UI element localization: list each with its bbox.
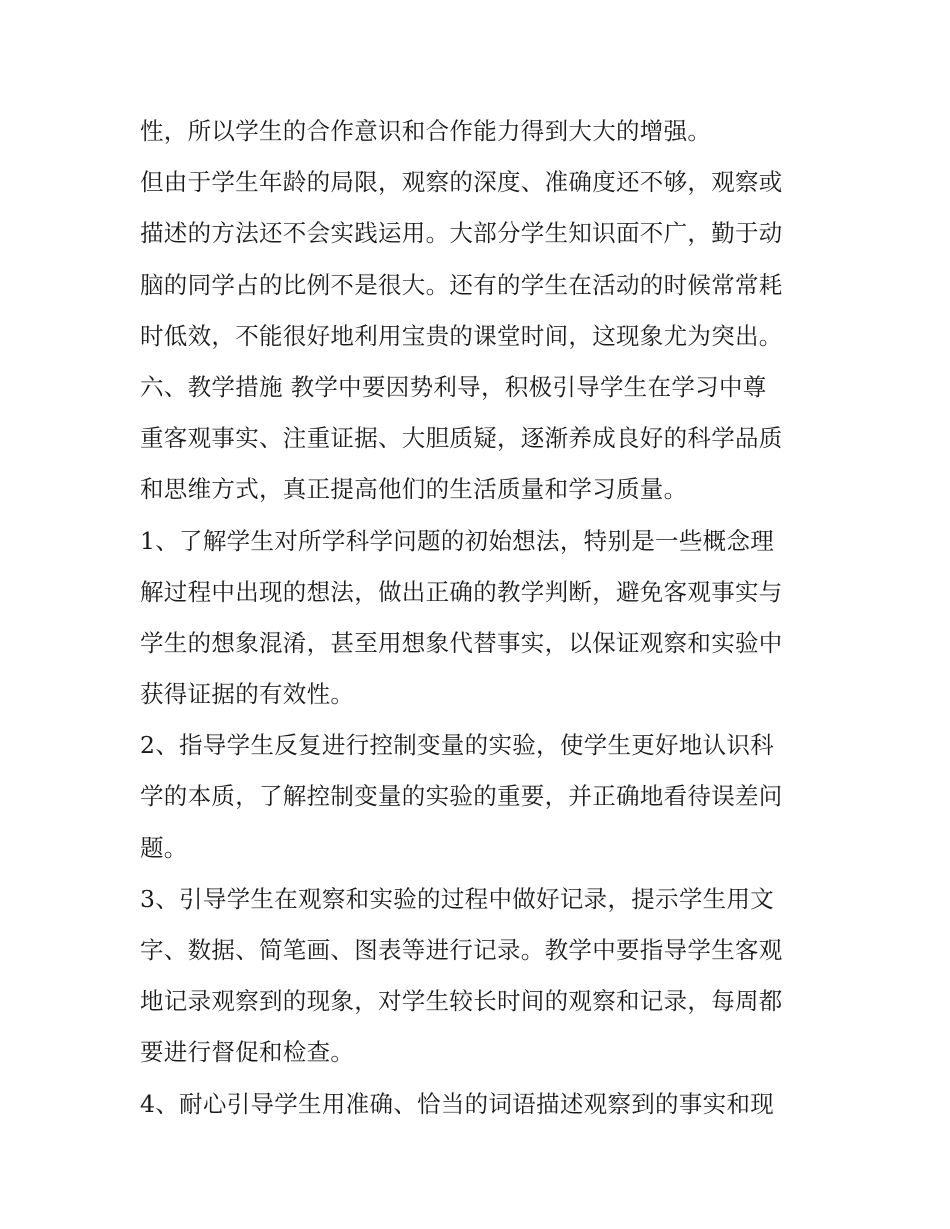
text-line: 和思维方式，真正提高他们的生活质量和学习质量。 bbox=[140, 475, 688, 504]
text-line: 1、了解学生对所学科学问题的初始想法，特别是一些概念理 bbox=[140, 526, 775, 555]
text-line: 描述的方法还不会实践运用。大部分学生知识面不广，勤于动 bbox=[140, 219, 783, 248]
text-line: 性，所以学生的合作意识和合作能力得到大大的增强。 bbox=[140, 117, 712, 145]
text-line: 时低效，不能很好地利用宝贵的课堂时间，这现象尤为突出。 bbox=[140, 321, 783, 350]
text-line: 学的本质，了解控制变量的实验的重要，并正确地看待误差问 bbox=[140, 782, 783, 811]
text-line: 脑的同学占的比例不是很大。还有的学生在活动的时候常常耗 bbox=[140, 270, 783, 299]
text-line: 题。 bbox=[140, 833, 188, 862]
text-line: 2、指导学生反复进行控制变量的实验，使学生更好地认识科 bbox=[140, 731, 775, 760]
text-line: 六、教学措施 教学中要因势利导，积极引导学生在学习中尊 bbox=[140, 372, 767, 401]
text-line: 3、引导学生在观察和实验的过程中做好记录，提示学生用文 bbox=[140, 884, 775, 913]
text-line: 解过程中出现的想法，做出正确的教学判断，避免客观事实与 bbox=[140, 577, 783, 606]
text-line: 4、耐心引导学生用准确、恰当的词语描述观察到的事实和现 bbox=[140, 1089, 775, 1118]
text-line: 重客观事实、注重证据、大胆质疑，逐渐养成良好的科学品质 bbox=[140, 424, 783, 453]
text-line: 字、数据、简笔画、图表等进行记录。教学中要指导学生客观 bbox=[140, 936, 783, 964]
document-body bbox=[140, 106, 820, 1130]
text-line: 学生的想象混淆，甚至用想象代替事实，以保证观察和实验中 bbox=[140, 628, 783, 657]
text-line: 获得证据的有效性。 bbox=[140, 680, 355, 709]
text-line: 地记录观察到的现象，对学生较长时间的观察和记录，每周都 bbox=[140, 987, 783, 1016]
text-line: 但由于学生年龄的局限，观察的深度、准确度还不够，观察或 bbox=[140, 168, 783, 197]
text-line: 要进行督促和检查。 bbox=[140, 1038, 355, 1067]
